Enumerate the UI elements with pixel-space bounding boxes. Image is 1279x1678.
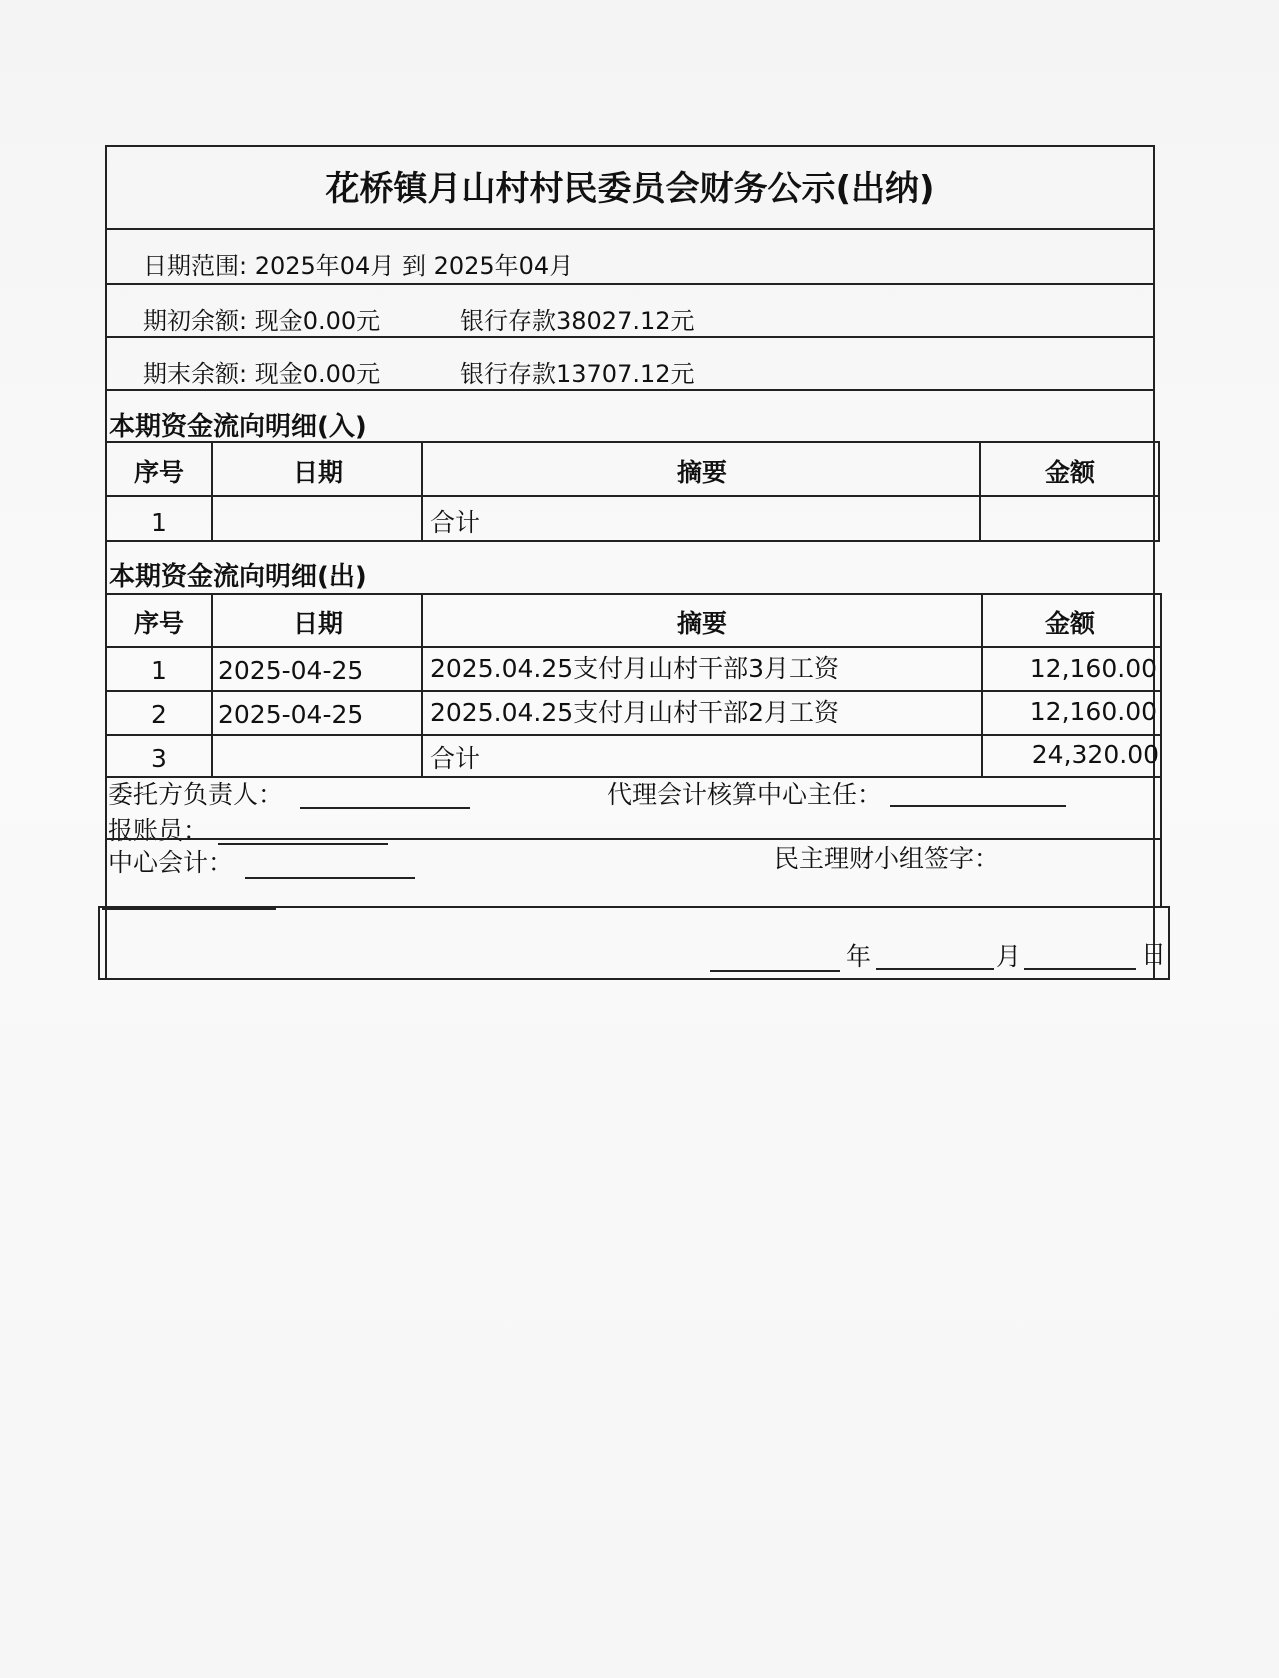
- table-row-date: 2025-04-25: [218, 656, 364, 685]
- divider: [105, 283, 1155, 285]
- divider: [98, 978, 1170, 980]
- divider: [105, 776, 1162, 778]
- income-header-amount: 金额: [1044, 458, 1095, 487]
- democratic-group-label: 民主理财小组签字：: [774, 844, 1000, 873]
- income-header-no: 序号: [133, 458, 184, 487]
- col-divider: [1160, 838, 1162, 906]
- signature-line: [102, 908, 276, 910]
- divider: [105, 540, 1160, 542]
- table-row-summary: 2025.04.25支付月山村干部3月工资: [430, 654, 840, 683]
- divider: [105, 593, 1162, 595]
- table-row-summary: 合计: [430, 508, 481, 537]
- col-divider: [979, 441, 981, 540]
- income-header-summary: 摘要: [676, 458, 727, 487]
- divider: [105, 646, 1162, 648]
- income-header-date: 日期: [292, 458, 343, 487]
- income-heading: 本期资金流向明细(入): [109, 412, 367, 442]
- table-row-summary: 合计: [430, 744, 481, 773]
- table-row-no: 1: [151, 656, 167, 685]
- signature-line: [1024, 968, 1136, 970]
- signature-line: [876, 968, 994, 970]
- col-divider: [421, 593, 423, 776]
- table-row-no: 2: [151, 700, 167, 729]
- expense-header-date: 日期: [292, 609, 343, 638]
- col-divider: [421, 441, 423, 540]
- center-accountant-label: 中心会计：: [108, 848, 234, 877]
- divider: [105, 495, 1160, 497]
- signature-line: [218, 843, 388, 845]
- opening-bank: 银行存款38027.12元: [460, 307, 695, 335]
- divider: [105, 336, 1155, 338]
- date-range: 日期范围: 2025年04月 到 2025年04月: [143, 252, 574, 280]
- table-row-amount: 12,160.00: [1029, 654, 1157, 683]
- signature-line: [890, 805, 1066, 807]
- document-title: 花桥镇月山村村民委员会财务公示(出纳): [325, 169, 935, 209]
- col-divider: [211, 441, 213, 540]
- client-head-label: 委托方负责人：: [108, 780, 284, 809]
- col-divider: [98, 906, 100, 980]
- day-label: 日: [1141, 940, 1167, 969]
- col-divider: [1160, 593, 1162, 838]
- divider: [100, 906, 1170, 908]
- col-divider: [1158, 441, 1160, 540]
- expense-header-summary: 摘要: [676, 609, 727, 638]
- table-row-no: 3: [151, 744, 167, 773]
- table-row-amount: 12,160.00: [1029, 697, 1157, 726]
- expense-heading: 本期资金流向明细(出): [109, 562, 367, 592]
- divider: [105, 441, 1160, 443]
- divider: [105, 838, 1162, 840]
- expense-header-no: 序号: [133, 609, 184, 638]
- table-row-date: 2025-04-25: [218, 700, 364, 729]
- opening-cash: 期初余额: 现金0.00元: [143, 307, 381, 335]
- divider: [105, 389, 1155, 391]
- month-label: 月: [996, 942, 1022, 971]
- table-row-no: 1: [151, 508, 167, 537]
- clerk-label: 报账员：: [108, 816, 209, 845]
- closing-cash: 期末余额: 现金0.00元: [143, 360, 381, 388]
- agency-director-label: 代理会计核算中心主任：: [607, 780, 883, 809]
- col-divider: [1168, 906, 1170, 978]
- signature-line: [300, 807, 470, 809]
- divider: [105, 228, 1155, 230]
- divider: [105, 734, 1162, 736]
- table-row-amount: 24,320.00: [1031, 740, 1159, 769]
- table-row-summary: 2025.04.25支付月山村干部2月工资: [430, 698, 840, 727]
- divider: [105, 690, 1162, 692]
- year-label: 年: [846, 942, 872, 971]
- col-divider: [211, 593, 213, 776]
- signature-line: [245, 877, 415, 879]
- expense-header-amount: 金额: [1044, 609, 1095, 638]
- closing-bank: 银行存款13707.12元: [460, 360, 695, 388]
- signature-line: [710, 970, 840, 972]
- col-divider: [981, 593, 983, 776]
